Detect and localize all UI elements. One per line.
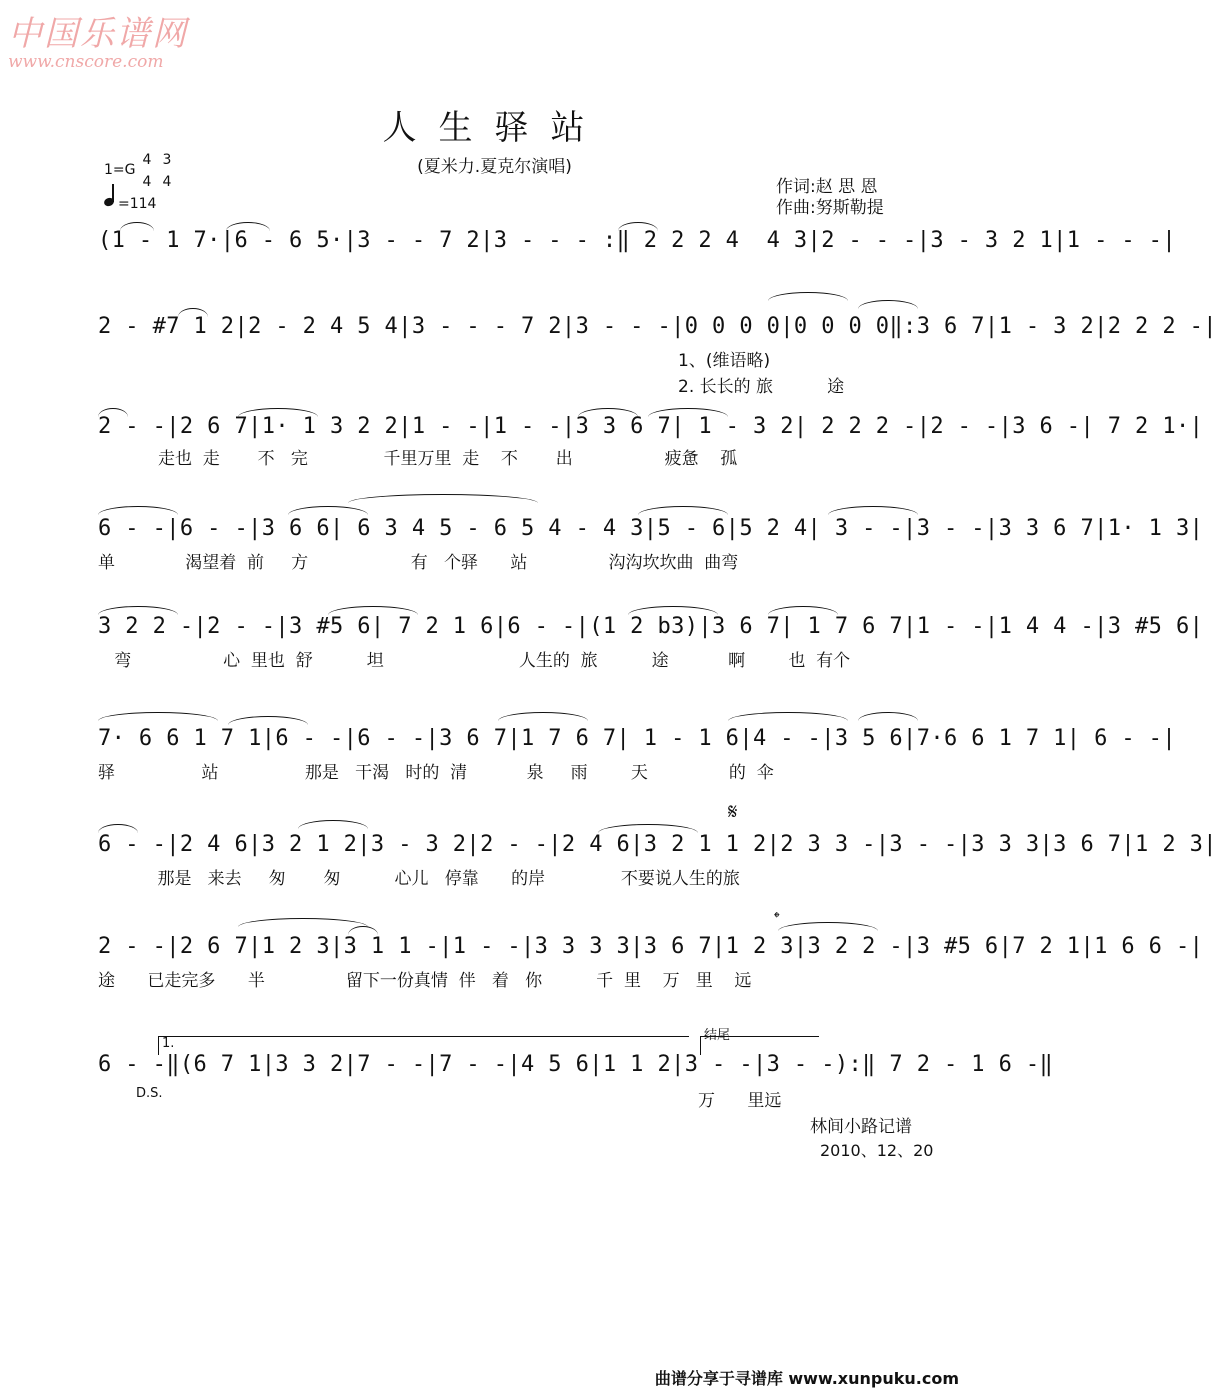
notes-line-4: 6 - -|6 - -|3 6 6| 6 3 4 5 - 6 5 4 - 4 3|5 - 6|5 2 4| 3 - -|3 - -|3 3 6 7|1· 1 3|	[98, 516, 1204, 541]
verse-2-label: 2. 长长的 旅 途	[678, 377, 845, 397]
composer-credit: 作曲:努斯勒提	[776, 198, 884, 218]
slur	[238, 918, 368, 927]
ending-lyric: 万 里远	[698, 1091, 782, 1111]
score-line-3	[98, 414, 1204, 469]
slur	[178, 308, 208, 317]
slur	[298, 820, 368, 829]
slur	[858, 712, 918, 721]
slur	[778, 922, 878, 931]
slur	[98, 712, 218, 721]
notes-line-7: 6 - -|2 4 6|3 2 1 2|3 - 3 2|2 - -|2 4 6|3 2 1 1 2|2 3 3 -|3 - -|3 3 3|3 6 7|1 2 3|	[98, 832, 1217, 857]
slur	[858, 300, 918, 309]
slur	[348, 926, 378, 935]
slur	[328, 606, 418, 615]
slur	[226, 222, 270, 231]
notes-line-1: (1 - 1 7·|6 - 6 5·|3 - - 7 2|3 - - - :‖ 2 2 2 4 4 3|2 - - -|3 - 3 2 1|1 - - -|	[98, 228, 1176, 253]
transcription-date: 2010、12、20	[820, 1141, 934, 1160]
lyric-line-8: 途 已走完多 半 留下一份真情 伴 着 你 千 里 万 里 远	[98, 971, 752, 991]
score-line-6	[98, 726, 1176, 783]
song-title: 人生驿站	[382, 108, 607, 148]
slur	[98, 606, 178, 615]
notes-line-9: 6 - -‖(6 7 1|3 3 2|7 - -|7 - -|4 5 6|1 1 2|3 - -|3 - -):‖ 7 2 - 1 6 -‖	[98, 1052, 1054, 1077]
meter-top-1: 4	[142, 152, 152, 168]
score-line-8	[98, 908, 1204, 991]
first-ending-bracket	[158, 1036, 689, 1055]
notes-line-5: 3 2 2 -|2 - -|3 #5 6| 7 2 1 6|6 - -|(1 2 b3)|3 6 7| 1 7 6 7|1 - -|1 4 4 -|3 #5 6|	[98, 614, 1204, 639]
watermark-logo: 中国乐谱网	[8, 14, 188, 54]
meter-bottom-2: 4	[162, 174, 172, 190]
slur	[628, 606, 718, 615]
key-signature: 1=G	[104, 162, 136, 178]
slur	[348, 494, 538, 503]
slur	[578, 408, 638, 417]
watermark-url: www.cnscore.com	[8, 52, 164, 72]
notes-line-3: 2 - -|2 6 7|1· 1 3 2 2|1 - -|1 - -|3 3 6 7| 1 - 3 2| 2 2 2 -|2 - -|3 6 -| 7 2 1·|	[98, 414, 1204, 439]
tempo-mark: =114	[118, 196, 157, 212]
lyric-line-4: 单 渴望着 前 方 有 个驿 站 沟沟坎坎曲 曲弯	[98, 553, 739, 573]
slur	[228, 716, 308, 725]
score-line-1	[98, 228, 1176, 268]
notes-line-6: 7· 6 6 1 7 1|6 - -|6 - -|3 6 7|1 7 6 7| 1 - 1 6|4 - -|3 5 6|7·6 6 1 7 1| 6 - -|	[98, 726, 1176, 751]
transcriber-credit: 林间小路记谱	[810, 1117, 912, 1137]
score-line-2	[98, 314, 1217, 397]
notes-line-8: 2 - -|2 6 7|1 2 3|3 1 1 -|1 - -|3 3 3 3|3 6 7|1 2 3|3 2 2 -|3 #5 6|7 2 1|1 6 6 -|	[98, 934, 1204, 959]
slur	[238, 408, 318, 417]
lyric-line-5: 弯 心 里也 舒 坦 人生的 旅 途 啊 也 有个	[98, 651, 851, 671]
slur	[98, 506, 178, 515]
coda-icon: 𝄌	[774, 908, 780, 927]
segno-icon: 𝄋	[728, 800, 738, 825]
score-line-5	[98, 614, 1204, 671]
lyric-line-6: 驿 站 那是 干渴 时的 清 泉 雨 天 的 伞	[98, 763, 774, 783]
verse-1-label: 1、(维语略)	[678, 351, 771, 371]
slur	[768, 292, 848, 301]
score-line-7	[98, 800, 1217, 889]
lyric-line-3: 走也 走 不 完 千里万里 走 不 出 疲惫 孤	[158, 449, 738, 469]
score-line-9	[98, 1028, 1054, 1111]
slur	[768, 606, 838, 615]
slur	[288, 506, 368, 515]
slur	[98, 408, 128, 417]
lyric-line-7: 那是 来去 匆 匆 心儿 停靠 的岸 不要说人生的旅	[98, 869, 740, 889]
slur	[598, 824, 698, 833]
ds-mark: D.S.	[136, 1086, 163, 1101]
meter-top-2: 3	[162, 152, 172, 168]
slur	[728, 712, 848, 721]
score-line-4	[98, 516, 1204, 573]
footer-source: 曲谱分享于寻谱库 www.xunpuku.com	[654, 1369, 959, 1388]
notes-line-2: 2 - #7 1 2|2 - 2 4 5 4|3 - - - 7 2|3 - - -|0 0 0 0|0 0 0 0‖:3 6 7|1 - 3 2|2 2 2 -|	[98, 314, 1217, 339]
slur	[618, 222, 658, 231]
slur	[98, 824, 138, 833]
first-ending-label: 1.	[162, 1036, 175, 1051]
slur	[120, 222, 154, 231]
song-subtitle: (夏米力.夏克尔演唱)	[417, 157, 572, 177]
lyricist-credit: 作词:赵 思 恩	[776, 177, 878, 197]
slur	[638, 506, 728, 515]
slur	[828, 506, 918, 515]
slur	[498, 712, 588, 721]
slur	[648, 408, 728, 417]
coda-ending-label: 结尾	[704, 1028, 731, 1043]
meter-bottom-1: 4	[142, 174, 152, 190]
